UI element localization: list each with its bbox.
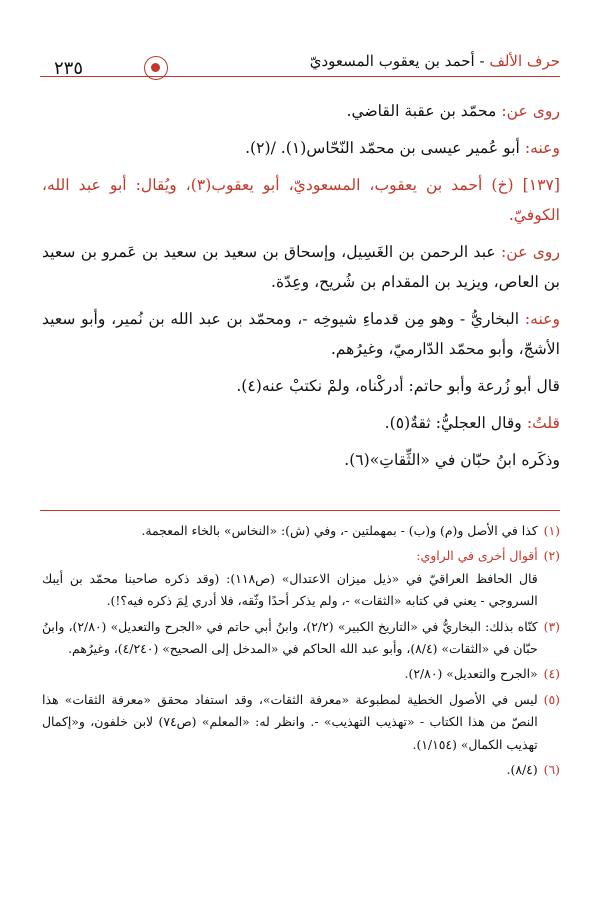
anhu-text: أبو عُمير عيسى بن محمّد النّحّاس(١). /(٢). <box>245 139 520 157</box>
dhakara-line: وذكَره ابنُ حبّان في «الثِّقاتِ»(٦). <box>344 451 560 469</box>
anhu-text: البخاريُّ - وهو مِن قدماءِ شيوخِه -، ومحمّد بن عبد الله بن نُمير، وأبو سعيد الأشجّ، وأبو محمّد الدّارميّ، وغيرُهم. <box>42 310 560 358</box>
footnote-number: (٤) <box>543 666 560 682</box>
footnote-rule <box>40 510 560 511</box>
entry-name: أحمد بن يعقوب المسعوديّ <box>309 52 475 70</box>
rawa-label: روى عن: <box>501 102 560 120</box>
footnote <box>42 520 560 542</box>
footnotes <box>42 520 560 784</box>
prev-rawa-line <box>42 96 560 126</box>
footnote-text: (٨/٤). <box>506 762 538 778</box>
footnote-number: (٦) <box>543 762 560 778</box>
footnote-text: ليس في الأصول الخطية لمطبوعة «معرفة الثقات»، وقد استفاد محقق «معرفة الثقات» هذا النصّ من هذا الكتاب - «تهذيب التهذيب» -. وانظر له: «المعلم» (ص٧٤) لابن خلفون، و«إكمال تهذيب الكمال» (١/١٥٤). <box>42 691 538 752</box>
entry-heading: [١٣٧] (خ) أحمد بن يعقوب، المسعوديّ، أبو يعقوب(٣)، ويُقال: أبو عبد الله، الكوفيّ. <box>42 176 560 224</box>
rawa-text: عبد الرحمن بن الغَسِيل، وإسحاق بن سعيد بن سعيد بن عَمرو بن سعيد بن العاص، ويزيد بن المقدام بن شُريح، وعِدّة. <box>42 243 560 291</box>
footnote <box>42 663 560 685</box>
header-rule <box>40 76 560 77</box>
footnote-number: (٢) <box>543 548 560 564</box>
footnote-body <box>42 545 538 612</box>
anhu-label: وعنه: <box>524 139 560 157</box>
footnote <box>42 759 560 781</box>
qultu-text: وقال العجليُّ: ثقةٌ(٥). <box>384 414 522 432</box>
running-header <box>40 48 560 88</box>
footnote-number: (٥) <box>543 691 560 707</box>
footnote-heading: أقوال أخرى في الراوي: <box>416 548 538 564</box>
qala-line: قال أبو زُرعة وأبو حاتم: أدركْناه، ولمْ نكتبْ عنه(٤). <box>236 377 560 395</box>
chapter-name: حرف الألف <box>489 52 560 70</box>
entry-anhu-line <box>42 304 560 364</box>
footnote <box>42 689 560 756</box>
anhu-label: وعنه: <box>524 310 560 328</box>
footnote-text: قال الحافظ العراقيّ في «ذيل ميزان الاعتدال» (ص١١٨): (وقد ذكره صاحبنا محمّد بن أيبك السروجي - يعني في كتابه «الثقات» -، ولم يذكر أحدًا وثّقه، فلا أدري لِمَ ذكره فيه؟!). <box>42 570 538 609</box>
rawa-text: محمّد بن عقبة القاضي. <box>346 102 497 120</box>
footnote <box>42 616 560 661</box>
footnote <box>42 545 560 612</box>
rawa-label: روى عن: <box>501 243 560 261</box>
footnote-text: كذا في الأصل و(م) و(ب) - بمهملتين -، وفي (ش): «النخاس» بالخاء المعجمة. <box>141 523 538 538</box>
footnote-text: «الجرح والتعديل» (٢/٨٠). <box>404 666 538 682</box>
footnote-number: (١) <box>543 523 560 538</box>
page-number: ٢٣٥ <box>54 58 84 79</box>
qultu-line <box>42 408 560 438</box>
prev-anhu-line <box>42 133 560 163</box>
footnote-text: كنّاه بذلك: البخاريُّ في «التاريخ الكبير» (٢/٢)، وابنُ أبي حاتم في «الجرح والتعديل» (٢/٨٠)، وابنُ حبّان في «الثقات» (٨/٤)، وأبو عبد الله الحاكم في «المدخل إلى الصحيح» (٤/٢٤٠)، وغيرُهم. <box>42 618 538 657</box>
header-title: حرف الألف - أحمد بن يعقوب المسعوديّ <box>309 52 560 70</box>
qultu-label: قلتُ: <box>526 414 560 432</box>
entry-rawa-line <box>42 237 560 297</box>
footnote-number: (٣) <box>543 618 560 634</box>
main-text <box>42 96 560 482</box>
